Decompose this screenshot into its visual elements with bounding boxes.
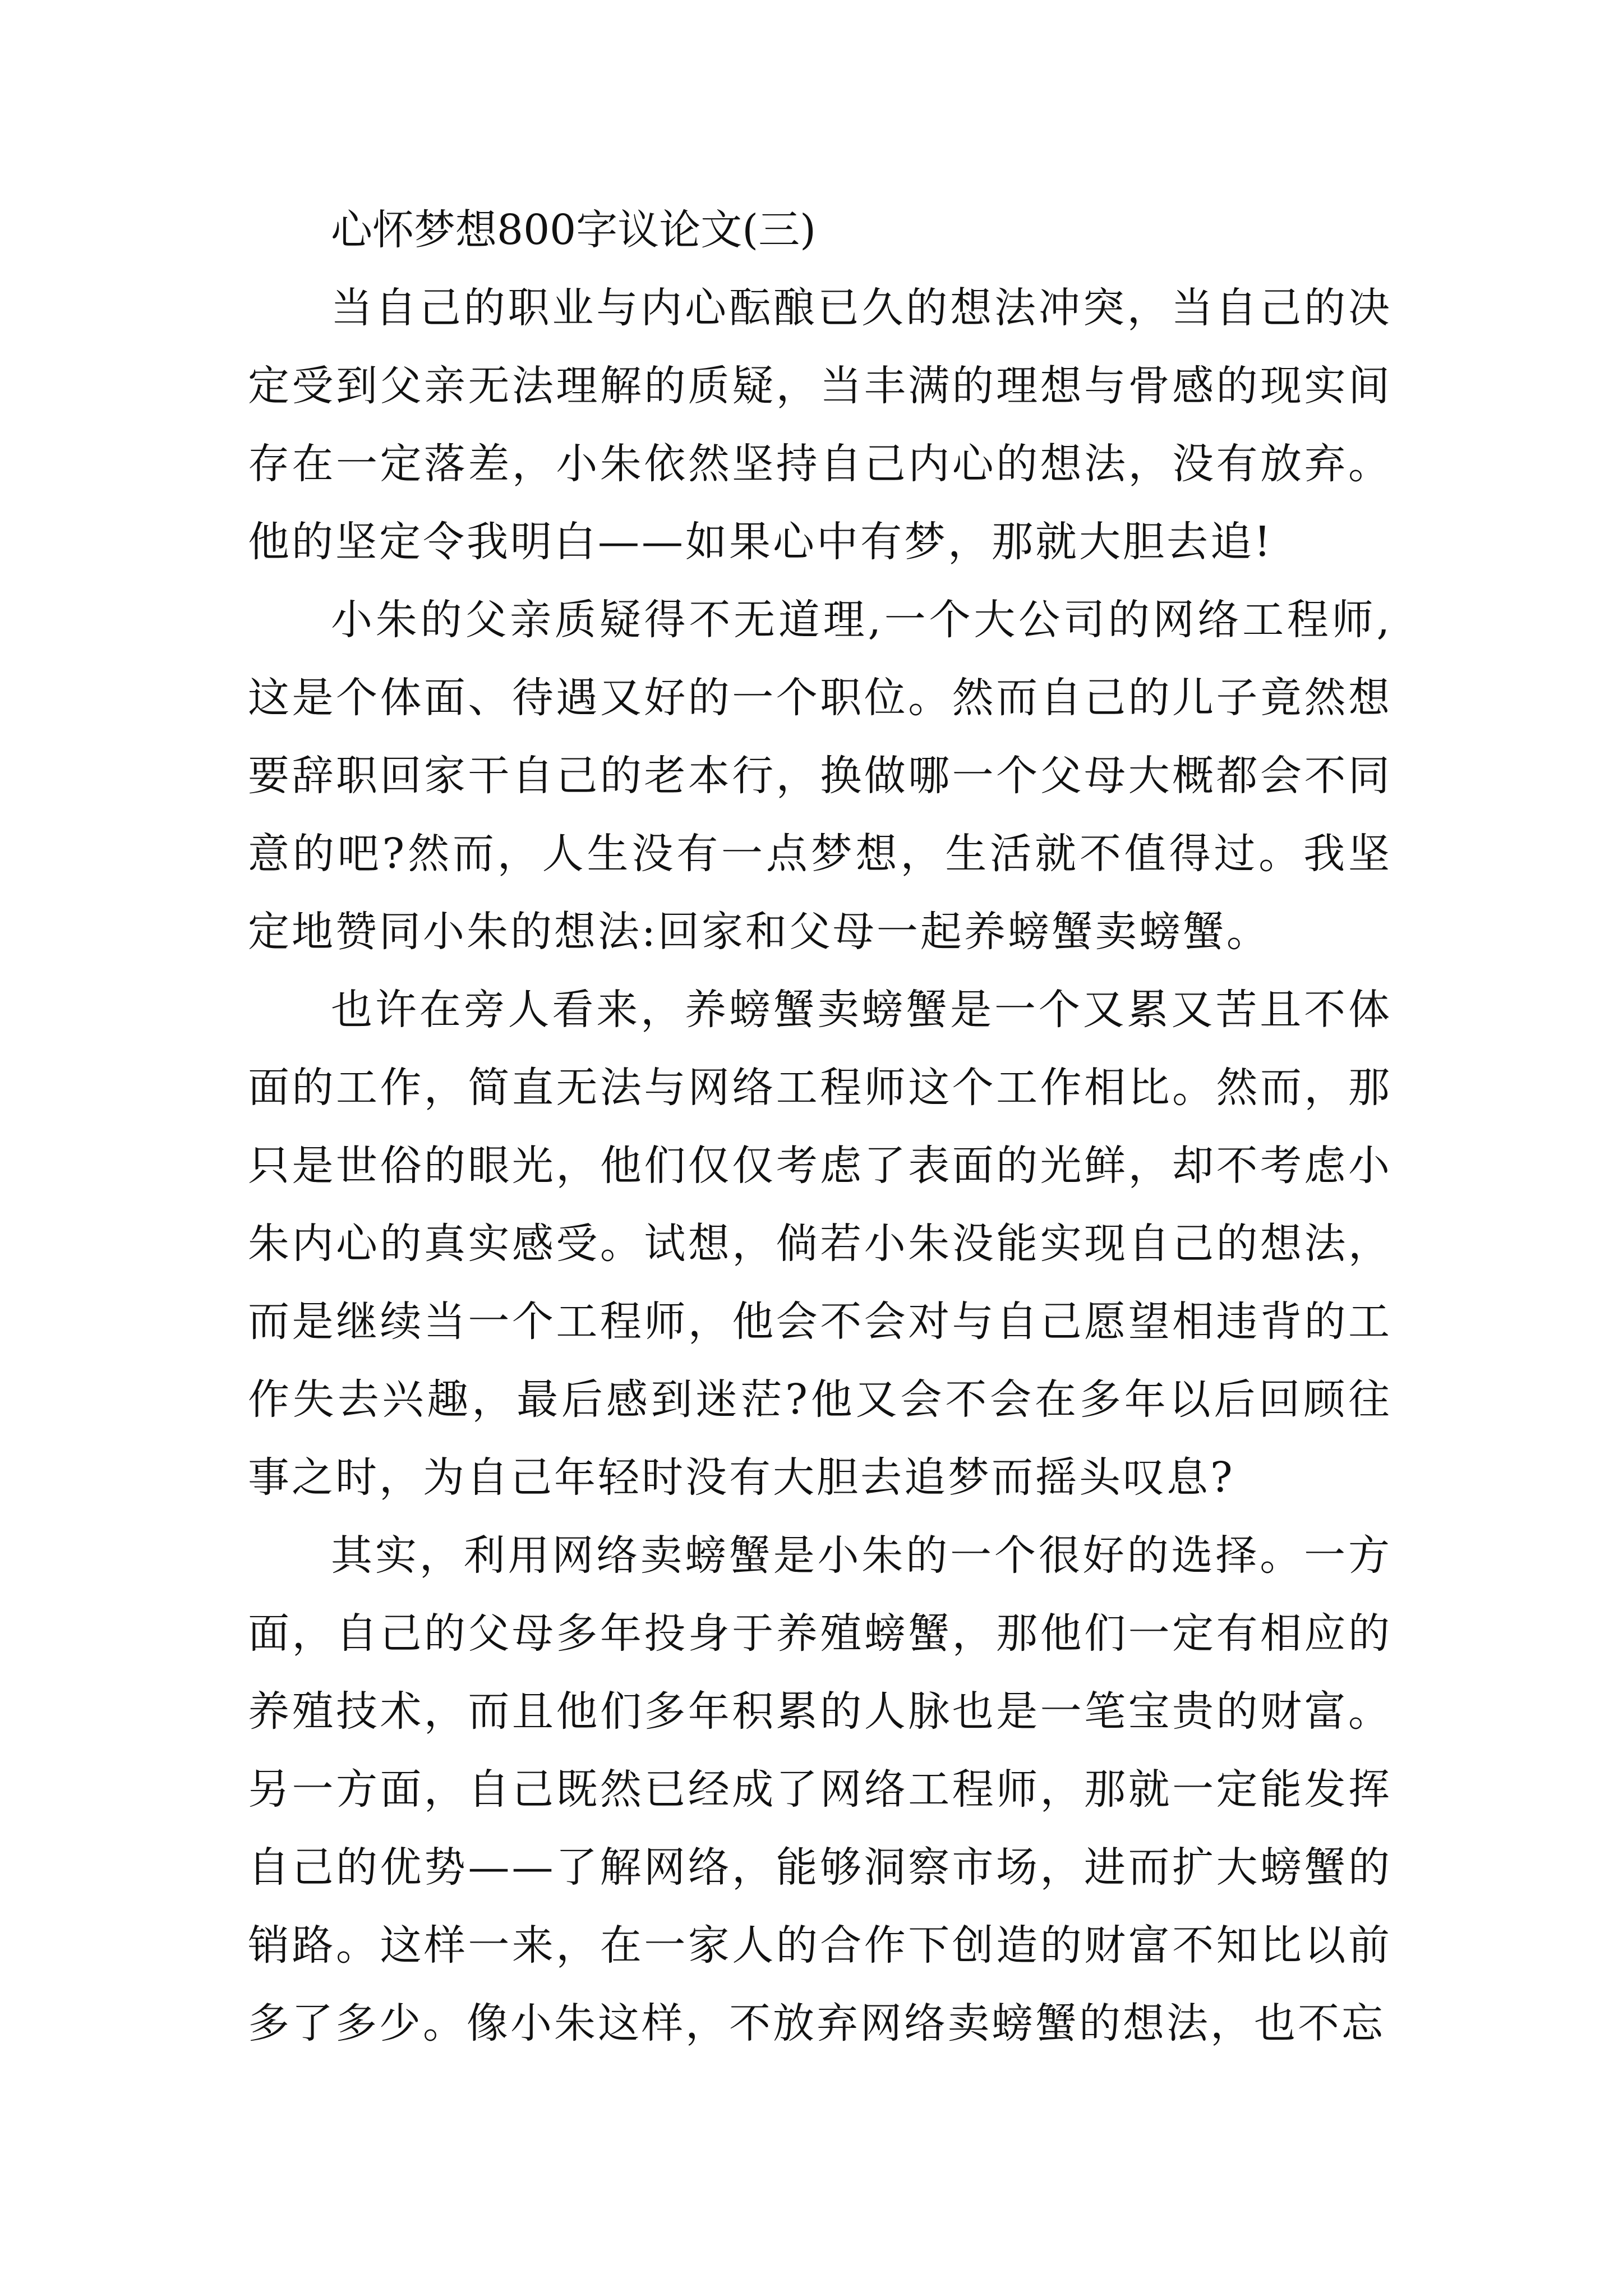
paragraph-2: 小朱的父亲质疑得不无道理,一个大公司的网络工程师,这是个体面、待遇又好的一个职位。然而自己的儿子竟然想要辞职回家干自己的老本行，换做哪一个父母大概都会不同意的吧?然而，人生没有一点梦想，生活就不值得过。我坚定地赞同小朱的想法:回家和父母一起养螃蟹卖螃蟹。 — [248, 596, 1392, 956]
paragraph-1: 当自己的职业与内心酝酿已久的想法冲突，当自己的决定受到父亲无法理解的质疑，当丰满的理想与骨感的现实间存在一定落差，小朱依然坚持自己内心的想法，没有放弃。他的坚定令我明白——如果心中有梦，那就大胆去追! — [248, 284, 1392, 566]
paragraph-4: 其实，利用网络卖螃蟹是小朱的一个很好的选择。一方面，自己的父母多年投身于养殖螃蟹，那他们一定有相应的养殖技术，而且他们多年积累的人脉也是一笔宝贵的财富。另一方面，自己既然已经成了网络工程师，那就一定能发挥自己的优势——了解网络，能够洞察市场，进而扩大螃蟹的销路。这样一来，在一家人的合作下创造的财富不知比以前多了多少。像小朱这样，不放弃网络卖螃蟹的想法，也不忘 — [248, 1531, 1392, 2047]
paragraph-3: 也许在旁人看来，养螃蟹卖螃蟹是一个又累又苦且不体面的工作，简直无法与网络工程师这个工作相比。然而，那只是世俗的眼光，他们仅仅考虑了表面的光鲜，却不考虑小朱内心的真实感受。试想，倘若小朱没能实现自己的想法，而是继续当一个工程师，他会不会对与自己愿望相违背的工作失去兴趣，最后感到迷茫?他又会不会在多年以后回顾往事之时，为自己年轻时没有大胆去追梦而摇头叹息? — [248, 986, 1392, 1502]
document-page — [248, 191, 1392, 2063]
document-title: 心怀梦想800字议论文(三) — [331, 206, 816, 254]
